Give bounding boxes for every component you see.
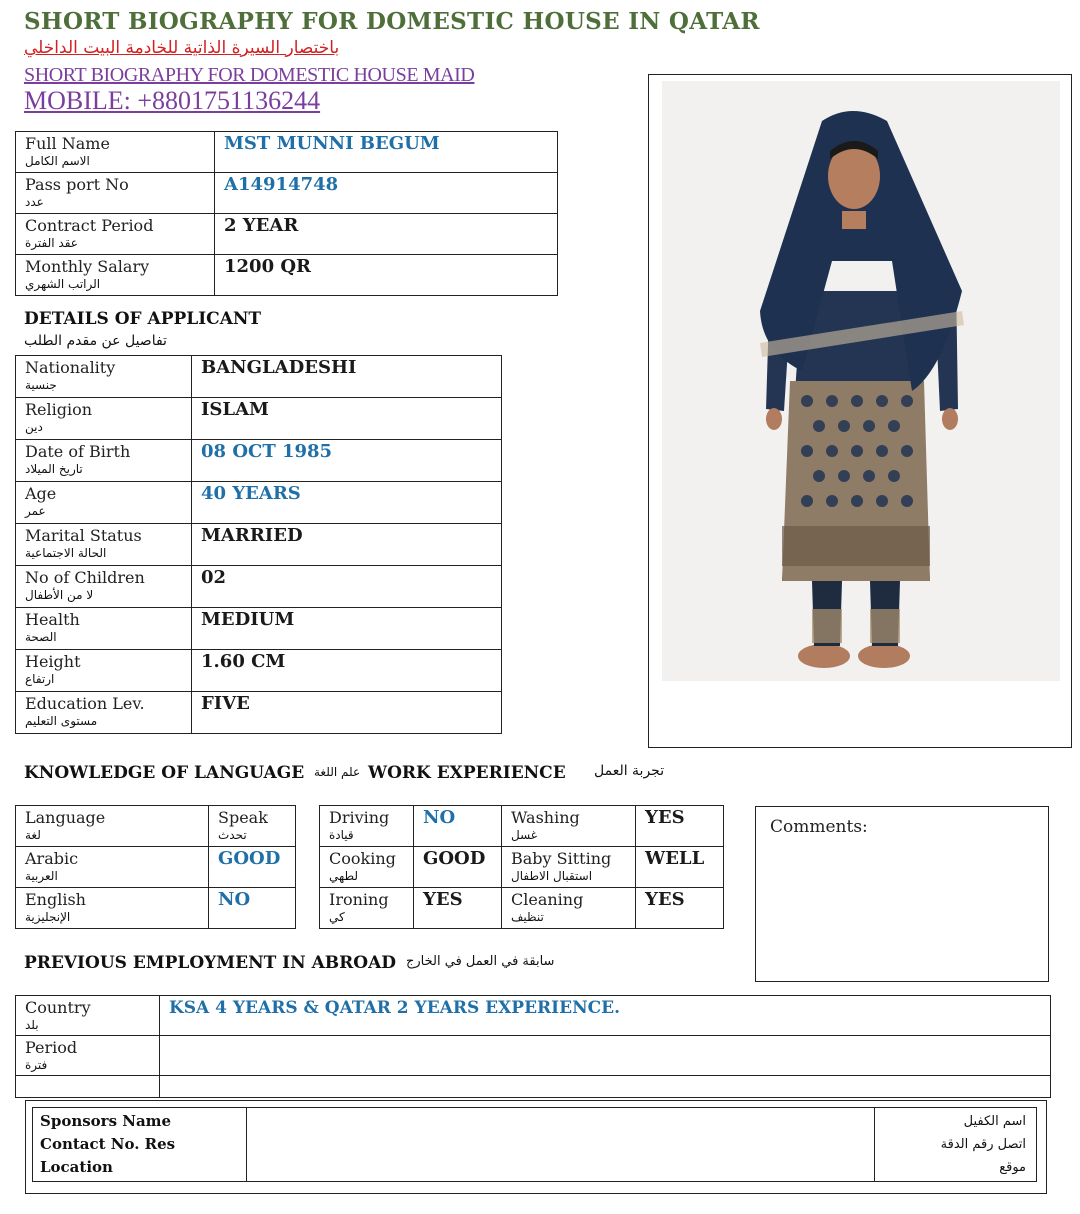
language-label-cell: [16, 806, 209, 847]
table-row: [16, 806, 296, 847]
previous-employment-table: [15, 995, 1051, 1098]
work-skill-value: YES: [414, 888, 502, 929]
work-experience-table: [319, 805, 724, 929]
speak-label: Speak: [218, 808, 268, 827]
info-label: Full Name: [25, 134, 110, 153]
detail-label-arabic: لا من الأطفال: [25, 588, 94, 602]
detail-label-arabic: الصحة: [25, 630, 57, 644]
table-row: [16, 888, 296, 929]
detail-label-cell: [16, 356, 192, 398]
language-value: NO: [209, 888, 296, 929]
detail-label: Health: [25, 610, 80, 629]
detail-label-cell: [16, 524, 192, 566]
info-label-cell: [16, 132, 215, 173]
work-experience-heading: WORK EXPERIENCE: [368, 763, 566, 783]
detail-value: MEDIUM: [192, 608, 502, 650]
table-row: [16, 440, 502, 482]
country-label-arabic: بلد: [25, 1018, 39, 1032]
detail-value: MARRIED: [192, 524, 502, 566]
sponsor-box: [25, 1100, 1047, 1194]
country-label-cell: [16, 996, 160, 1036]
comments-box: [755, 806, 1049, 982]
language-value: GOOD: [209, 847, 296, 888]
language-table: [15, 805, 296, 929]
previous-employment-heading-arabic: سابقة في العمل في الخارج: [406, 954, 555, 969]
speak-label-cell: [209, 806, 296, 847]
sponsor-values-cell: [247, 1108, 875, 1182]
detail-label: No of Children: [25, 568, 145, 587]
mobile-number: MOBILE: +8801751136244: [24, 86, 321, 115]
detail-label-arabic: مستوى التعليم: [25, 714, 98, 728]
country-value: KSA 4 YEARS & QATAR 2 YEARS EXPERIENCE.: [160, 996, 1051, 1036]
period-label: Period: [25, 1038, 78, 1057]
previous-employment-heading: PREVIOUS EMPLOYMENT IN ABROAD: [24, 953, 397, 973]
detail-label: Age: [25, 484, 57, 503]
country-label: Country: [25, 998, 91, 1017]
info-value: MST MUNNI BEGUM: [215, 132, 558, 173]
detail-label: Education Lev.: [25, 694, 145, 713]
work-skill-value: YES: [636, 888, 724, 929]
table-row: [16, 173, 558, 214]
detail-label-cell: [16, 482, 192, 524]
detail-label-arabic: الحالة الاجتماعية: [25, 546, 107, 560]
detail-label-cell: [16, 650, 192, 692]
detail-label-arabic: دين: [25, 420, 43, 434]
info-label: Contract Period: [25, 216, 154, 235]
table-row: [320, 806, 724, 847]
comments-label: Comments:: [770, 817, 868, 837]
details-heading: DETAILS OF APPLICANT: [24, 309, 262, 329]
table-row: [16, 608, 502, 650]
work-skill-value: YES: [636, 806, 724, 847]
work-skill-label: Ironing: [329, 890, 389, 909]
detail-label-arabic: جنسية: [25, 378, 57, 392]
info-label-cell: [16, 214, 215, 255]
work-skill-label-cell: [502, 847, 636, 888]
table-row: [16, 566, 502, 608]
info-value: A14914748: [215, 173, 558, 214]
detail-value: FIVE: [192, 692, 502, 734]
detail-label-arabic: عمر: [25, 504, 46, 518]
period-label-arabic: فترة: [25, 1058, 48, 1072]
info-label-cell: [16, 255, 215, 296]
table-row: [16, 996, 1051, 1036]
table-row: [16, 524, 502, 566]
period-value: [160, 1036, 1051, 1076]
location-arabic: موقع: [999, 1160, 1026, 1175]
work-skill-label-arabic: لطهي: [329, 869, 359, 883]
work-skill-value: GOOD: [414, 847, 502, 888]
work-skill-label: Driving: [329, 808, 390, 827]
language-label: English: [25, 890, 86, 909]
detail-label-cell: [16, 398, 192, 440]
detail-label: Marital Status: [25, 526, 142, 545]
work-skill-label-arabic: تنظيف: [511, 910, 544, 924]
info-label-arabic: الاسم الكامل: [25, 154, 90, 168]
table-row: [320, 847, 724, 888]
detail-label-cell: [16, 566, 192, 608]
applicant-photo: [662, 81, 1060, 681]
sponsor-labels-cell: [33, 1108, 247, 1182]
language-label-arabic: لغة: [25, 828, 41, 842]
language-label-arabic: العربية: [25, 869, 58, 883]
page-title-arabic: باختصار السيرة الذاتية للخادمة البيت الداخلي: [24, 38, 340, 58]
detail-value: 40 YEARS: [192, 482, 502, 524]
table-row: [16, 692, 502, 734]
work-skill-label-arabic: غسل: [511, 828, 538, 842]
work-skill-label: Cleaning: [511, 890, 584, 909]
language-heading: KNOWLEDGE OF LANGUAGE: [24, 763, 305, 783]
empty-cell: [160, 1076, 1051, 1098]
sponsor-arabic-cell: [875, 1108, 1037, 1182]
language-label-cell: [16, 847, 209, 888]
work-skill-label-cell: [502, 888, 636, 929]
work-skill-label-arabic: قيادة: [329, 828, 354, 842]
table-row: [16, 650, 502, 692]
sponsor-name-arabic: اسم الكفيل: [963, 1114, 1026, 1129]
detail-label: Height: [25, 652, 81, 671]
work-skill-label-cell: [320, 888, 414, 929]
language-label-cell: [16, 888, 209, 929]
language-label: Arabic: [25, 849, 79, 868]
contact-label: Contact No. Res: [40, 1135, 176, 1153]
top-info-table: [15, 131, 558, 296]
details-heading-arabic: تفاصيل عن مقدم الطلب: [24, 333, 167, 349]
page-subtitle: SHORT BIOGRAPHY FOR DOMESTIC HOUSE MAID: [24, 64, 475, 86]
table-row: [16, 356, 502, 398]
detail-label: Religion: [25, 400, 93, 419]
detail-label: Nationality: [25, 358, 116, 377]
language-label-arabic: الإنجليزية: [25, 910, 71, 924]
table-row: [16, 214, 558, 255]
sponsor-name-label: Sponsors Name: [40, 1112, 172, 1130]
page-title: SHORT BIOGRAPHY FOR DOMESTIC HOUSE IN QATAR: [24, 8, 760, 35]
detail-value: ISLAM: [192, 398, 502, 440]
info-label-arabic: عدد: [25, 195, 44, 209]
work-skill-label-arabic: استقبال الاطفال: [511, 869, 593, 883]
detail-label-arabic: ارتفاع: [25, 672, 55, 686]
work-skill-label: Cooking: [329, 849, 396, 868]
work-skill-label: Baby Sitting: [511, 849, 612, 868]
table-row: [16, 482, 502, 524]
location-label: Location: [40, 1158, 113, 1176]
detail-label: Date of Birth: [25, 442, 131, 461]
table-row: [16, 398, 502, 440]
language-label: Language: [25, 808, 106, 827]
detail-value: 02: [192, 566, 502, 608]
applicant-details-table: [15, 355, 502, 734]
work-skill-label-cell: [502, 806, 636, 847]
contact-arabic: اتصل رقم الدقة: [940, 1137, 1026, 1152]
detail-value: 1.60 CM: [192, 650, 502, 692]
detail-label-cell: [16, 692, 192, 734]
info-label: Pass port No: [25, 175, 129, 194]
work-experience-heading-arabic: تجربة العمل: [594, 763, 665, 779]
work-skill-value: WELL: [636, 847, 724, 888]
speak-label-arabic: تحدث: [218, 828, 247, 842]
table-row: [16, 132, 558, 173]
work-skill-label-cell: [320, 806, 414, 847]
detail-label-cell: [16, 608, 192, 650]
table-row: [16, 1076, 1051, 1098]
work-skill-value: NO: [414, 806, 502, 847]
info-label-cell: [16, 173, 215, 214]
sponsor-table: [32, 1107, 1037, 1182]
work-skill-label-arabic: كي: [329, 910, 345, 924]
detail-value: BANGLADESHI: [192, 356, 502, 398]
detail-label-arabic: تاريخ الميلاد: [25, 462, 83, 476]
table-row: [320, 888, 724, 929]
empty-cell: [16, 1076, 160, 1098]
period-label-cell: [16, 1036, 160, 1076]
info-value: 2 YEAR: [215, 214, 558, 255]
info-label-arabic: الراتب الشهري: [25, 277, 101, 291]
info-label: Monthly Salary: [25, 257, 150, 276]
detail-label-cell: [16, 440, 192, 482]
info-value: 1200 QR: [215, 255, 558, 296]
detail-value: 08 OCT 1985: [192, 440, 502, 482]
language-heading-arabic: علم اللغة: [314, 765, 361, 779]
table-row: [33, 1108, 1037, 1182]
table-row: [16, 847, 296, 888]
work-skill-label: Washing: [511, 808, 580, 827]
table-row: [16, 1036, 1051, 1076]
info-label-arabic: عقد الفترة: [25, 236, 78, 250]
table-row: [16, 255, 558, 296]
work-skill-label-cell: [320, 847, 414, 888]
